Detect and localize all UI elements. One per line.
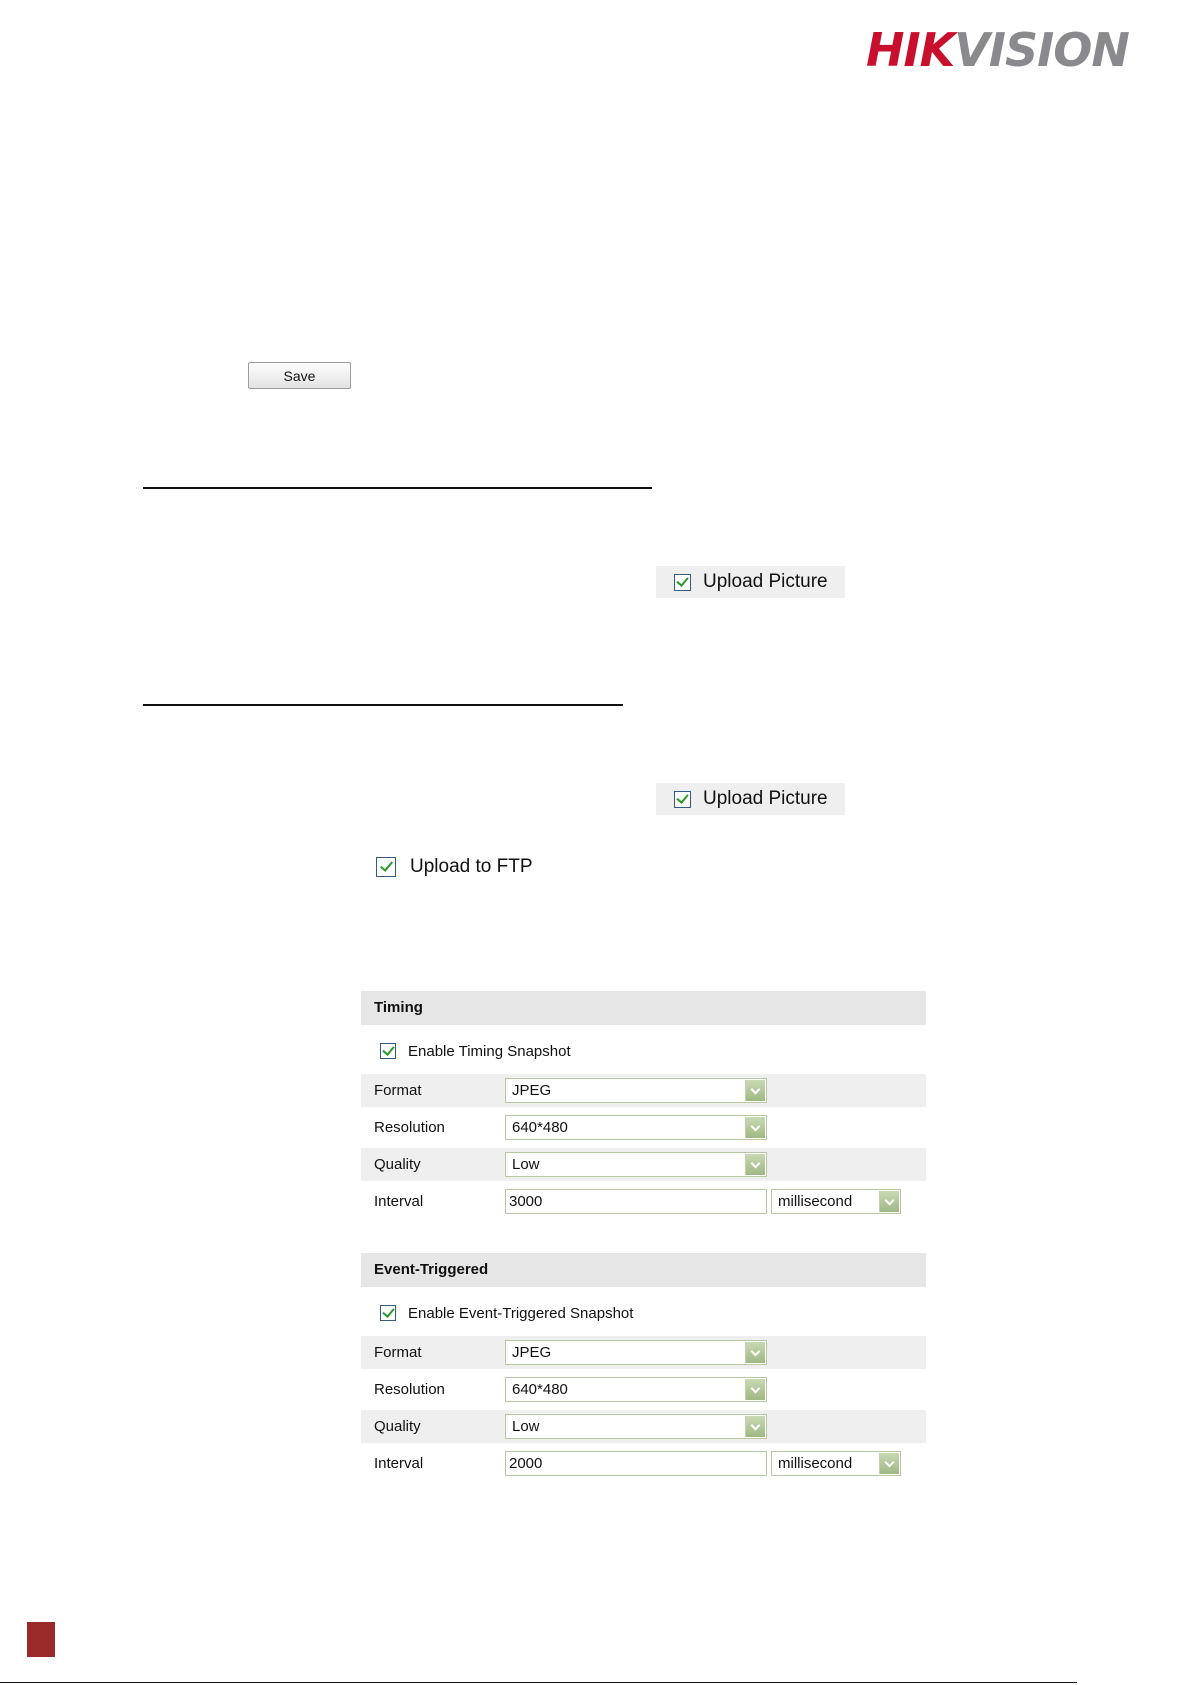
timing-interval-unit-select[interactable] <box>771 1189 901 1214</box>
upload-ftp-checkbox[interactable] <box>376 857 396 877</box>
underline-rule-1 <box>143 487 652 489</box>
event-resolution-value: 640*480 <box>512 1381 568 1398</box>
timing-quality-label: Quality <box>374 1156 421 1173</box>
event-format-select[interactable] <box>505 1340 767 1365</box>
event-resolution-select[interactable] <box>505 1377 767 1402</box>
event-format-row <box>361 1336 926 1369</box>
upload-picture-option-1[interactable] <box>656 566 845 598</box>
chevron-down-icon[interactable] <box>745 1080 765 1101</box>
hikvision-logo <box>866 23 1129 77</box>
timing-quality-value: Low <box>512 1156 540 1173</box>
timing-interval-unit-value: millisecond <box>778 1193 853 1210</box>
timing-format-row <box>361 1074 926 1107</box>
chevron-down-icon[interactable] <box>745 1416 765 1437</box>
timing-snapshot-panel <box>361 991 926 1218</box>
enable-event-checkbox[interactable] <box>380 1305 396 1321</box>
timing-quality-row <box>361 1148 926 1181</box>
event-resolution-row <box>361 1373 926 1406</box>
logo-part-vision: VISION <box>954 23 1129 77</box>
event-resolution-label: Resolution <box>374 1381 445 1398</box>
timing-quality-select[interactable] <box>505 1152 767 1177</box>
event-interval-unit-value: millisecond <box>778 1455 853 1472</box>
chevron-down-icon[interactable] <box>879 1453 899 1474</box>
page-marker <box>27 1622 55 1657</box>
upload-picture-checkbox-2[interactable] <box>674 791 691 808</box>
timing-format-label: Format <box>374 1082 422 1099</box>
upload-picture-checkbox-1[interactable] <box>674 574 691 591</box>
enable-event-label: Enable Event-Triggered Snapshot <box>408 1304 634 1322</box>
upload-ftp-option[interactable] <box>376 856 533 878</box>
enable-timing-row[interactable] <box>361 1032 926 1070</box>
event-triggered-header: Event-Triggered <box>361 1253 926 1287</box>
event-interval-input[interactable]: 2000 <box>505 1451 767 1476</box>
upload-picture-label-2: Upload Picture <box>703 788 828 809</box>
event-interval-row <box>361 1447 926 1480</box>
timing-header: Timing <box>361 991 926 1025</box>
event-quality-label: Quality <box>374 1418 421 1435</box>
save-button[interactable]: Save <box>248 362 351 389</box>
underline-rule-2 <box>143 704 623 706</box>
timing-resolution-row <box>361 1111 926 1144</box>
timing-resolution-label: Resolution <box>374 1119 445 1136</box>
timing-interval-label: Interval <box>374 1193 424 1210</box>
timing-resolution-value: 640*480 <box>512 1119 568 1136</box>
upload-picture-option-2[interactable] <box>656 783 845 815</box>
chevron-down-icon[interactable] <box>745 1342 765 1363</box>
event-format-label: Format <box>374 1344 422 1361</box>
event-quality-select[interactable] <box>505 1414 767 1439</box>
timing-resolution-select[interactable] <box>505 1115 767 1140</box>
chevron-down-icon[interactable] <box>879 1191 899 1212</box>
event-format-value: JPEG <box>512 1344 552 1361</box>
timing-interval-input[interactable]: 3000 <box>505 1189 767 1214</box>
chevron-down-icon[interactable] <box>745 1154 765 1175</box>
chevron-down-icon[interactable] <box>745 1379 765 1400</box>
timing-interval-row <box>361 1185 926 1218</box>
event-triggered-snapshot-panel <box>361 1253 926 1480</box>
chevron-down-icon[interactable] <box>745 1117 765 1138</box>
enable-event-row[interactable] <box>361 1294 926 1332</box>
event-interval-label: Interval <box>374 1455 424 1472</box>
enable-timing-label: Enable Timing Snapshot <box>408 1042 571 1060</box>
footer-rule <box>0 1682 1077 1683</box>
upload-picture-label-1: Upload Picture <box>703 571 828 592</box>
event-interval-unit-select[interactable] <box>771 1451 901 1476</box>
upload-ftp-label: Upload to FTP <box>410 856 533 877</box>
timing-format-value: JPEG <box>512 1082 552 1099</box>
timing-format-select[interactable] <box>505 1078 767 1103</box>
event-quality-value: Low <box>512 1418 540 1435</box>
logo-part-hik: HIK <box>866 23 955 77</box>
event-quality-row <box>361 1410 926 1443</box>
enable-timing-checkbox[interactable] <box>380 1043 396 1059</box>
